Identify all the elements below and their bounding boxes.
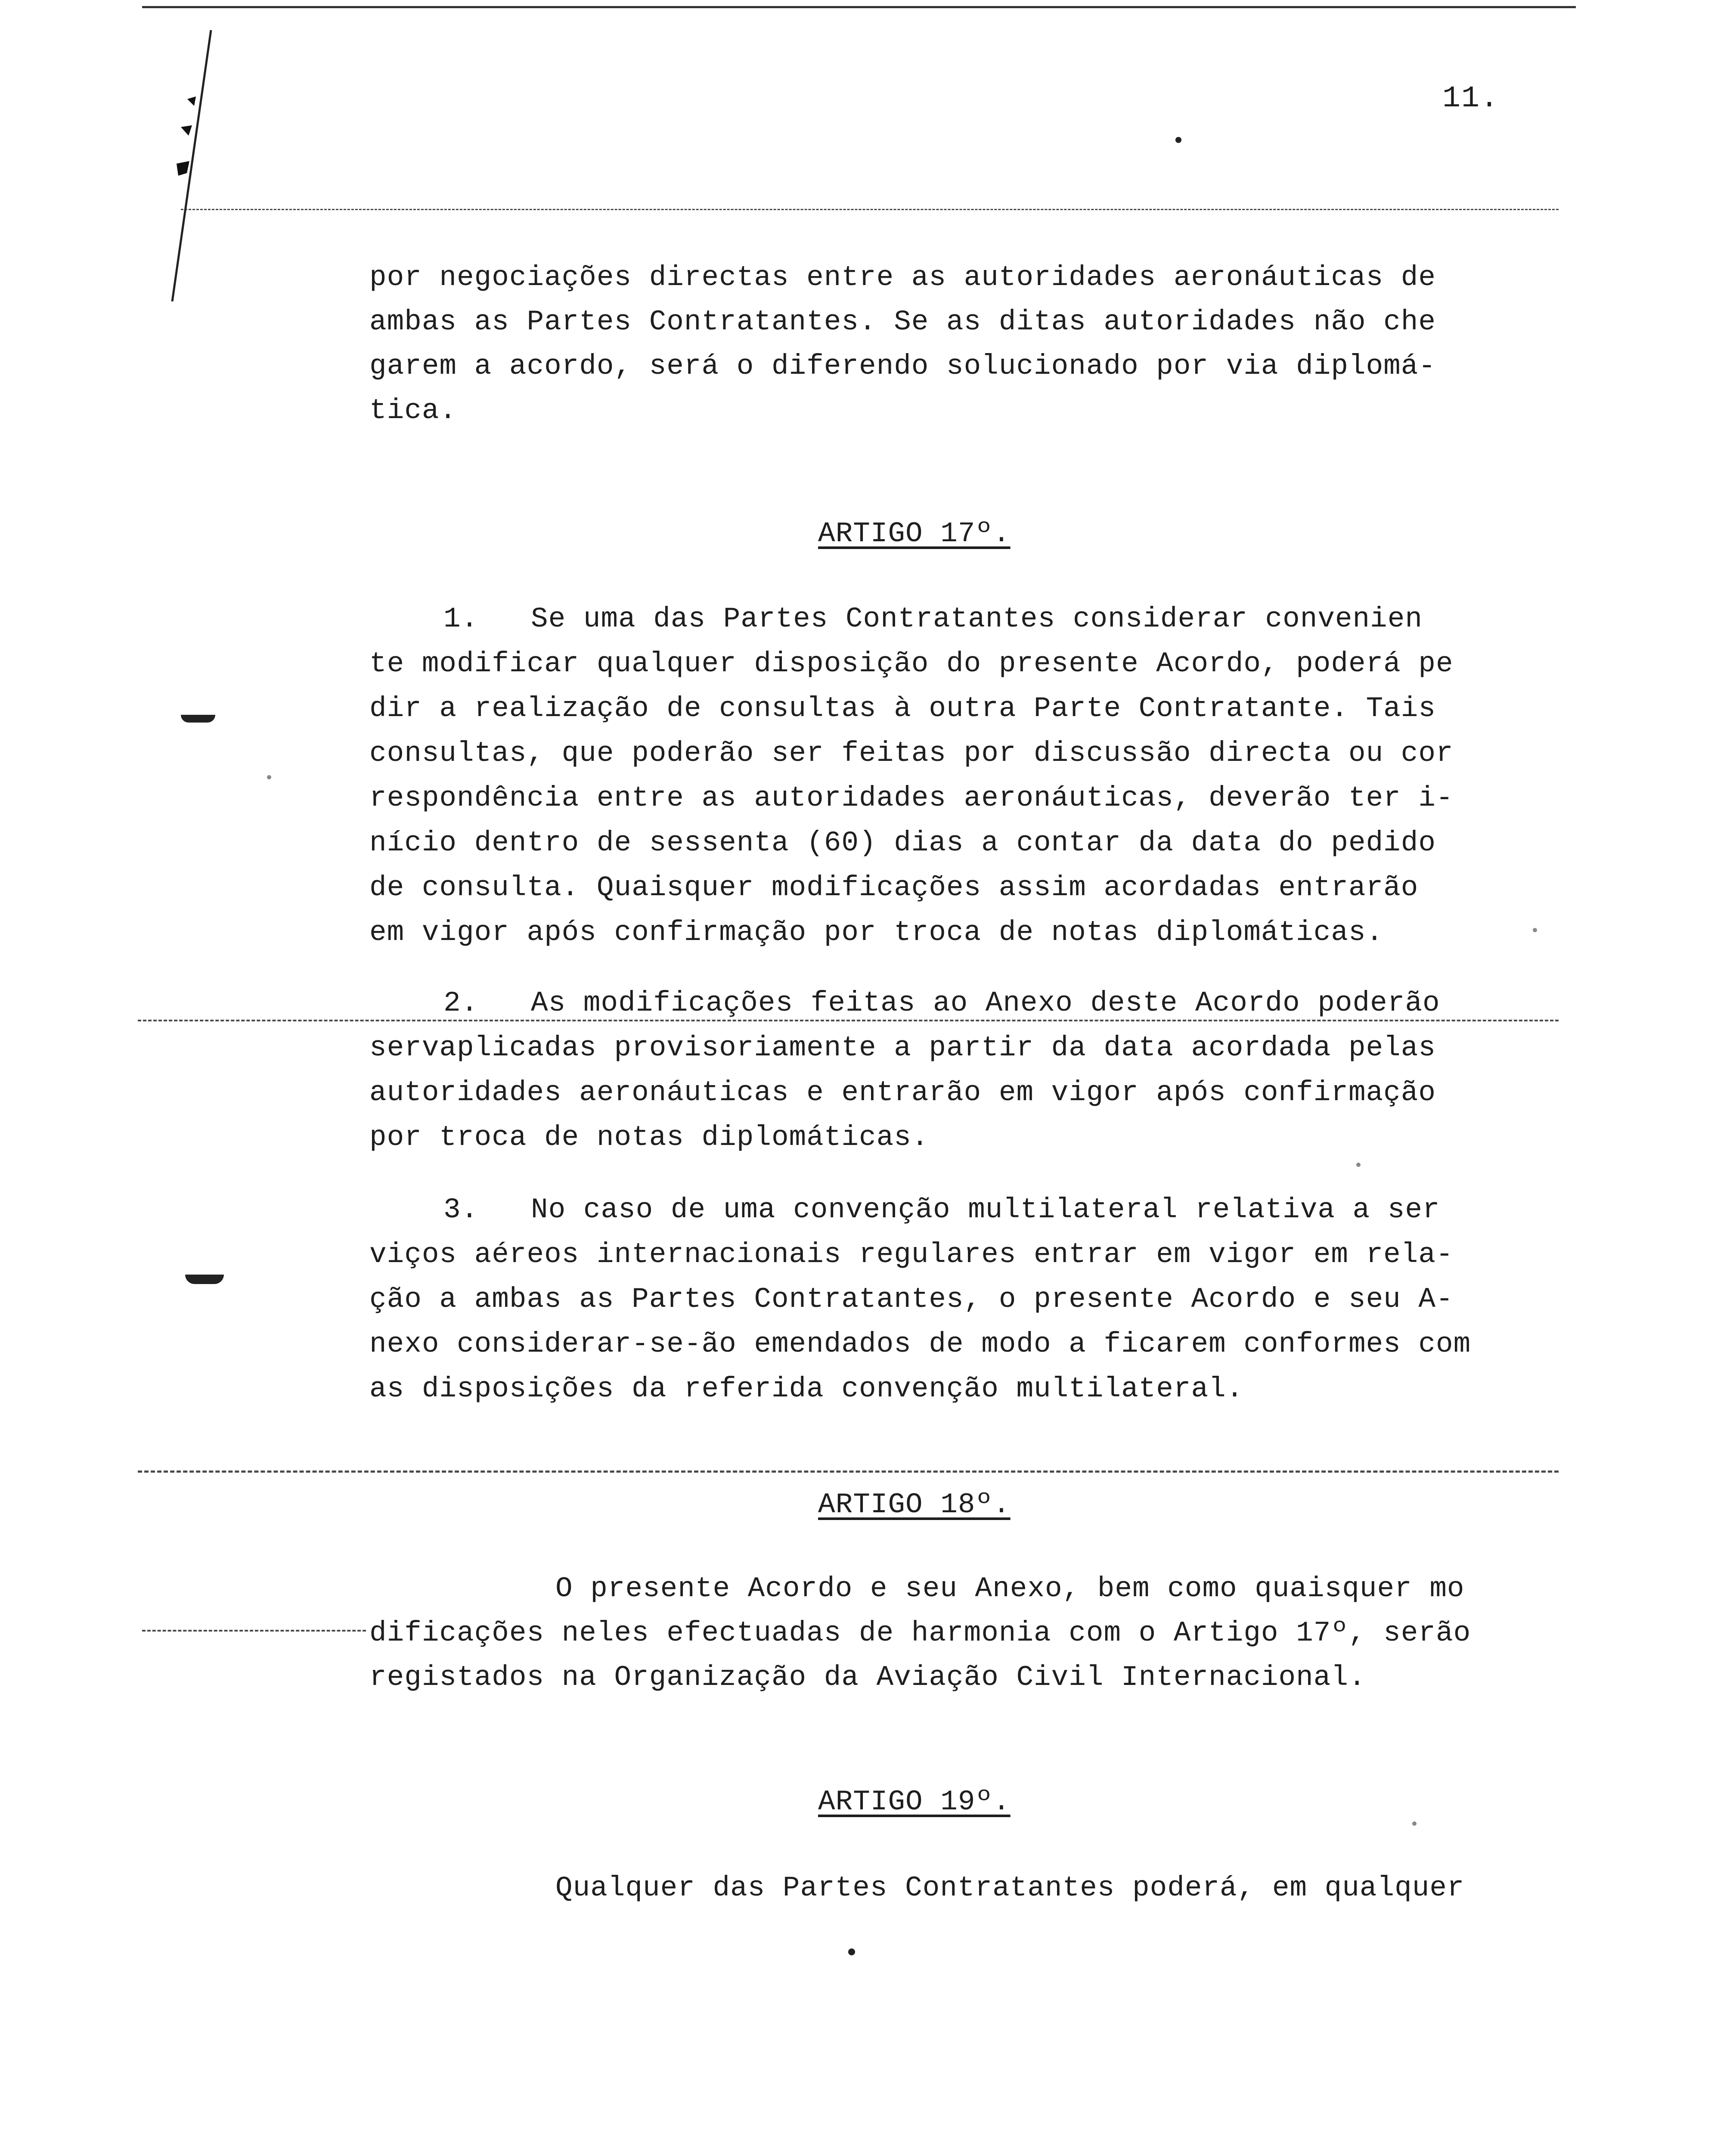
article-19-heading: ARTIGO 19º.: [818, 1786, 1011, 1818]
art17-item2-line-4: por troca de notas diplomáticas.: [369, 1121, 929, 1154]
art17-item1-line-4: consultas, que poderão ser feitas por discussão directa ou cor: [369, 737, 1454, 769]
ink-mark: [185, 1275, 224, 1284]
ink-dot: [1175, 137, 1181, 143]
ink-mark: [181, 715, 215, 723]
art17-item1-line-8: em vigor após confirmação por troca de notas diplomáticas.: [369, 916, 1384, 949]
page-number: 11.: [1442, 82, 1500, 116]
article-18-heading: ARTIGO 18º.: [818, 1489, 1011, 1521]
scan-speck: [1356, 1163, 1361, 1167]
article-17-heading: ARTIGO 17º.: [818, 518, 1011, 550]
art17-item3-line-5: as disposições da referida convenção multilateral.: [369, 1373, 1244, 1405]
art17-item1-line-1: 1. Se uma das Partes Contratantes considerar convenien: [443, 603, 1423, 635]
margin-dashed-rule-2: [138, 1470, 1559, 1473]
art17-item3-line-3: ção a ambas as Partes Contratantes, o presente Acordo e seu A-: [369, 1283, 1454, 1315]
art17-item2-line-3: autoridades aeronáuticas e entrarão em vigor após confirmação: [369, 1076, 1436, 1109]
margin-dashed-rule-3: [142, 1630, 366, 1632]
art17-item3-line-1: 3. No caso de uma convenção multilateral relativa a ser: [443, 1194, 1440, 1226]
top-edge-line: [142, 6, 1576, 8]
intro-line-3: garem a acordo, será o diferendo solucionado por via diplomá-: [369, 350, 1436, 382]
intro-line-4: tica.: [369, 394, 457, 427]
art17-item1-line-6: nício dentro de sessenta (60) dias a contar da data do pedido: [369, 827, 1436, 859]
art17-item1-line-3: dir a realização de consultas à outra Parte Contratante. Tais: [369, 692, 1436, 725]
ink-dot: [848, 1948, 855, 1955]
art17-item2-line-1: 2. As modificações feitas ao Anexo deste Acordo poderão: [443, 987, 1440, 1019]
art17-item1-line-2: te modificar qualquer disposição do presente Acordo, poderá pe: [369, 648, 1454, 680]
scan-speck: [1412, 1821, 1417, 1826]
art17-item3-line-4: nexo considerar-se-ão emendados de modo a ficarem conformes com: [369, 1328, 1471, 1360]
art17-item2-line-2: servaplicadas provisoriamente a partir da data acordada pelas: [369, 1032, 1436, 1064]
margin-binding-marks: [146, 26, 250, 301]
scan-speck: [267, 775, 271, 779]
intro-line-1: por negociações directas entre as autoridades aeronáuticas de: [369, 261, 1436, 294]
art18-line-1: O presente Acordo e seu Anexo, bem como quaisquer mo: [555, 1573, 1465, 1605]
art19-line-1: Qualquer das Partes Contratantes poderá, em qualquer: [555, 1872, 1465, 1904]
art17-item3-line-2: viços aéreos internacionais regulares entrar em vigor em rela-: [369, 1238, 1454, 1271]
art17-item1-line-5: respondência entre as autoridades aeronáuticas, deverão ter i-: [369, 782, 1454, 814]
art18-line-3: registados na Organização da Aviação Civil Internacional.: [369, 1661, 1366, 1694]
header-dashed-rule: [181, 209, 1559, 210]
art17-item1-line-7: de consulta. Quaisquer modificações assim acordadas entrarão: [369, 872, 1419, 904]
scan-speck: [1533, 928, 1537, 932]
art18-line-2: dificações neles efectuadas de harmonia com o Artigo 17º, serão: [369, 1617, 1471, 1649]
intro-line-2: ambas as Partes Contratantes. Se as ditas autoridades não che: [369, 306, 1436, 338]
